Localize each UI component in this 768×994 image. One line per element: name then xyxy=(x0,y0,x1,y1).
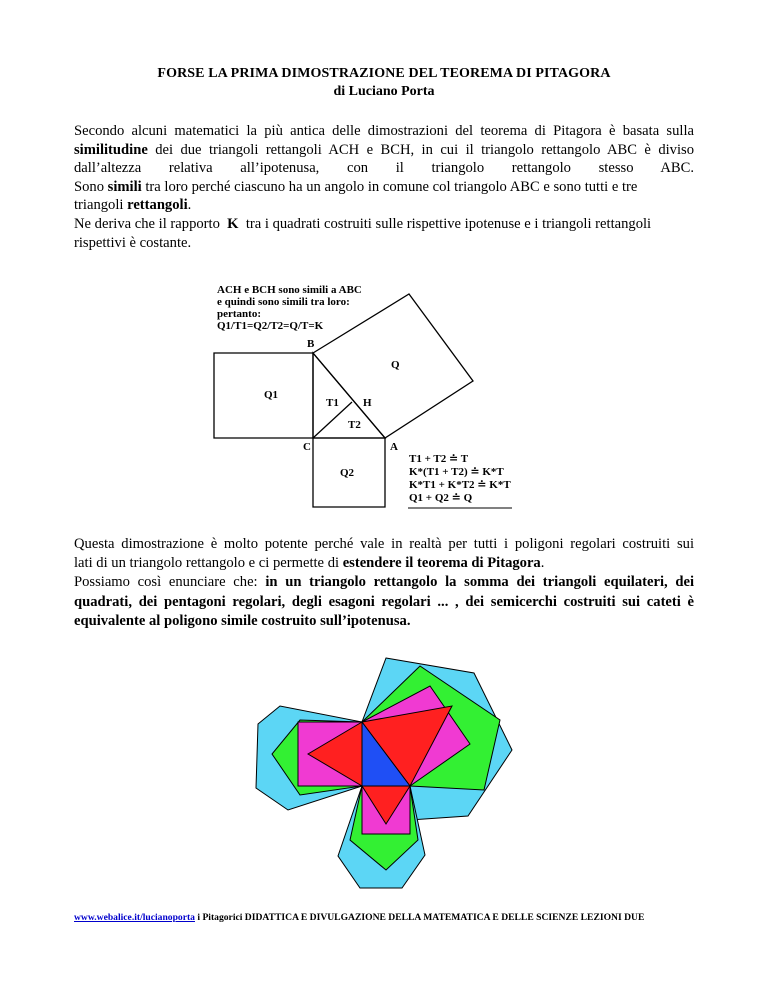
conclusion-line-3-a: Possiamo così enunciare che: xyxy=(74,574,266,591)
diagram-note-2: e quindi sono simili tra loro: xyxy=(217,296,350,308)
label-c: C xyxy=(303,441,311,453)
page-author: di Luciano Porta xyxy=(333,84,435,99)
intro-line-4-b: tra loro perché ciascuno ha un angolo in comune col triangolo ABC e sono tutti e tre xyxy=(141,178,638,195)
intro-line-2-rest: dei due triangoli rettangoli ACH e BCH, in cui il triangolo rettangolo ABC è diviso xyxy=(147,141,694,158)
page-footer xyxy=(74,912,644,923)
label-a: A xyxy=(390,441,398,453)
label-q2: Q2 xyxy=(340,467,355,479)
equation-1: T1 + T2 ≐ T xyxy=(409,453,469,465)
intro-line-5-b: . xyxy=(187,197,192,214)
term-estendere: estendere il teorema di Pitagora xyxy=(342,555,541,572)
conclusion-line-1: Questa dimostrazione è molto potente perché vale in realtà per tutti i poligoni regolari costruiti sui xyxy=(74,536,694,552)
conclusion-line-2-a: lati di un triangolo rettangolo e ci permette di xyxy=(74,555,343,572)
footer-link[interactable]: www.webalice.it/lucianoporta xyxy=(74,912,195,923)
label-b: B xyxy=(307,338,315,350)
intro-line-6-b: tra i quadrati costruiti sulle rispettive ipotenuse e i triangoli rettangoli xyxy=(238,215,652,232)
label-q1: Q1 xyxy=(264,389,279,401)
label-t2: T2 xyxy=(348,419,361,431)
diagram-note-3: pertanto: xyxy=(217,308,261,320)
conclusion-line-2-b: . xyxy=(540,555,545,572)
intro-line-7: rispettivi è costante. xyxy=(74,234,192,251)
page-title: FORSE LA PRIMA DIMOSTRAZIONE DEL TEOREMA DI PITAGORA xyxy=(157,66,611,81)
intro-line-6-a: Ne deriva che il rapporto xyxy=(74,215,228,232)
diagram-note-1: ACH e BCH sono simili a ABC xyxy=(217,284,362,296)
term-k: K xyxy=(227,215,239,232)
equation-2: K*(T1 + T2) ≐ K*T xyxy=(409,466,504,478)
label-q: Q xyxy=(391,359,400,371)
label-t1: T1 xyxy=(326,397,339,409)
label-h: H xyxy=(363,397,372,409)
intro-line-4-a: Sono xyxy=(74,178,108,195)
conclusion-line-5: equivalente al poligono simile costruito sull’ipotenusa. xyxy=(74,612,411,629)
intro-line-1: Secondo alcuni matematici la più antica delle dimostrazioni del teorema di Pitagora è basata sulla xyxy=(74,123,694,139)
intro-line-5-a: triangoli xyxy=(74,197,128,214)
footer-text: i Pitagorici DIDATTICA E DIVULGAZIONE DELLA MATEMATICA E DELLE SCIENZE LEZIONI DUE xyxy=(194,912,645,923)
conclusion-line-3-bold: in un triangolo rettangolo la somma dei triangoli equilateri, dei xyxy=(265,574,695,591)
conclusion-line-4: quadrati, dei pentagoni regolari, degli esagoni regolari ... , dei semicerchi costruiti sui cateti è xyxy=(74,593,694,610)
term-rettangoli: rettangoli xyxy=(127,197,188,214)
term-similitudine: similitudine xyxy=(74,141,148,158)
diagram-note-4: Q1/T1=Q2/T2=Q/T=K xyxy=(217,320,324,332)
equation-4: Q1 + Q2 ≐ Q xyxy=(409,492,473,504)
equation-3: K*T1 + K*T2 ≐ K*T xyxy=(409,479,511,491)
intro-line-3: dall’altezza relativa all’ipotenusa, con il triangolo rettangolo stesso ABC. xyxy=(74,160,694,177)
term-simili: simili xyxy=(107,178,142,195)
